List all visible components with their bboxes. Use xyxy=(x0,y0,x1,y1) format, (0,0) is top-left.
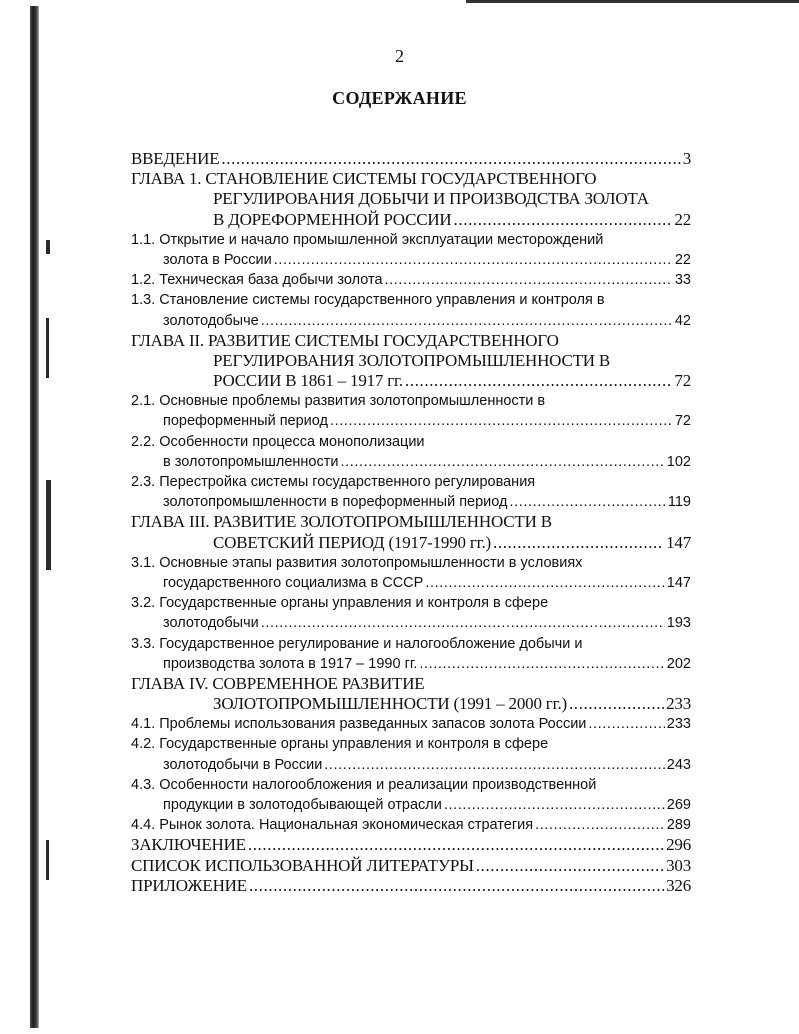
toc-entry-intro[interactable] xyxy=(131,149,691,169)
toc-section-2-1[interactable] xyxy=(131,391,691,431)
toc-page-number: 102 xyxy=(666,453,691,470)
toc-section-3-1[interactable] xyxy=(131,553,691,593)
toc-entry-label: 4.4. Рынок золота. Национальная экономическая стратегия xyxy=(131,817,534,834)
toc-chapter-2[interactable] xyxy=(131,331,691,392)
toc-entry-label: золота в России xyxy=(163,251,272,268)
toc-section-4-2[interactable] xyxy=(131,734,691,774)
page-number: 2 xyxy=(395,46,404,66)
toc-page-number: 119 xyxy=(667,494,691,511)
toc-page-number: 269 xyxy=(666,797,691,813)
toc-page-number: 243 xyxy=(666,756,691,773)
toc-entry-label: ЗАКЛЮЧЕНИЕ xyxy=(131,835,246,855)
toc-page-number: 303 xyxy=(666,855,691,875)
toc-entry-label: ПРИЛОЖЕНИЕ xyxy=(131,875,247,895)
scan-speck xyxy=(46,480,51,570)
toc-page-number: 233 xyxy=(666,716,691,733)
toc-entry-label: 2.1. Основные проблемы развития золотопромышленности в xyxy=(131,393,546,410)
scan-speck xyxy=(46,318,49,378)
toc-entry-label: РОССИИ В 1861 – 1917 гг. xyxy=(213,371,403,391)
toc-chapter-4[interactable] xyxy=(131,674,691,714)
toc-entry-label: ГЛАВА IV. СОВРЕМЕННОЕ РАЗВИТИЕ xyxy=(131,673,425,693)
toc-section-1-1[interactable] xyxy=(131,230,691,270)
dot-leader xyxy=(476,856,664,876)
toc-entry-label: СПИСОК ИСПОЛЬЗОВАННОЙ ЛИТЕРАТУРЫ xyxy=(131,855,474,875)
toc-page-number: 42 xyxy=(674,312,691,329)
toc-entry-label: золотодобыче xyxy=(163,312,259,329)
toc-chapter-3[interactable] xyxy=(131,512,691,552)
toc-page-number: 147 xyxy=(666,532,691,552)
toc-entry-label: 1.3. Становление системы государственного управления и контроля в xyxy=(131,292,605,309)
dot-leader xyxy=(569,694,664,714)
toc-entry-label: производства золота в 1917 – 1990 гг. xyxy=(163,655,418,672)
dot-leader xyxy=(261,613,665,633)
toc-entry-conclusion[interactable] xyxy=(131,835,691,855)
toc-section-1-2[interactable] xyxy=(131,270,691,290)
toc-section-1-3[interactable] xyxy=(131,290,691,330)
dot-leader xyxy=(444,795,665,815)
toc-entry-label: РЕГУЛИРОВАНИЯ ДОБЫЧИ И ПРОИЗВОДСТВА ЗОЛОТА xyxy=(213,189,649,209)
dot-leader xyxy=(405,371,672,391)
toc-section-4-4[interactable] xyxy=(131,815,691,835)
toc-entry-label: В ДОРЕФОРМЕННОЙ РОССИИ xyxy=(213,209,452,229)
toc-entry-label: пореформенный период xyxy=(163,413,328,430)
toc-page-number: 289 xyxy=(666,817,691,834)
dot-leader xyxy=(419,654,664,674)
dot-leader xyxy=(535,815,665,835)
toc-entry-label: ВВЕДЕНИЕ xyxy=(131,149,220,168)
page-title: СОДЕРЖАНИЕ xyxy=(332,88,467,108)
toc-entry-label: продукции в золотодобывающей отрасли xyxy=(163,797,442,813)
toc-page-number: 72 xyxy=(674,413,691,430)
toc-section-2-3[interactable] xyxy=(131,472,691,512)
toc-page-number: 202 xyxy=(666,655,691,672)
toc-page-number: 3 xyxy=(682,149,691,168)
toc-section-4-3[interactable] xyxy=(131,775,691,815)
toc-entry-appendix[interactable] xyxy=(131,876,691,896)
scan-speck xyxy=(46,240,50,254)
toc-section-3-3[interactable] xyxy=(131,634,691,674)
toc-entry-label: 4.1. Проблемы использования разведанных запасов золота России xyxy=(131,716,587,733)
dot-leader xyxy=(261,311,673,331)
dot-leader xyxy=(330,411,673,431)
toc-section-4-1[interactable] xyxy=(131,714,691,734)
toc-page-number: 147 xyxy=(666,574,691,591)
dot-leader xyxy=(248,835,664,855)
toc-page-number: 22 xyxy=(674,209,691,229)
toc-section-3-2[interactable] xyxy=(131,593,691,633)
dot-leader xyxy=(324,755,665,775)
dot-leader xyxy=(274,250,673,270)
toc-entry-label: 4.2. Государственные органы управления и контроля в сфере xyxy=(131,736,549,753)
table-of-contents xyxy=(131,149,691,896)
toc-entry-label: ГЛАВА III. РАЗВИТИЕ ЗОЛОТОПРОМЫШЛЕННОСТИ В xyxy=(131,512,552,532)
scan-top-rule xyxy=(466,0,799,3)
toc-entry-label: в золотопромышленности xyxy=(163,453,339,470)
dot-leader xyxy=(221,149,680,169)
toc-entry-label: 2.3. Перестройка системы государственного регулирования xyxy=(131,474,536,490)
dot-leader xyxy=(454,210,673,230)
toc-page-number: 193 xyxy=(666,615,691,632)
toc-page-number: 33 xyxy=(674,272,691,289)
toc-entry-label: 1.2. Техническая база добычи золота xyxy=(131,272,383,289)
toc-entry-label: 4.3. Особенности налогообложения и реализации производственной xyxy=(131,776,597,793)
toc-entry-label: 2.2. Особенности процесса монополизации xyxy=(131,433,425,450)
toc-entry-bibliography[interactable] xyxy=(131,856,691,876)
toc-page-number: 326 xyxy=(666,875,691,895)
toc-chapter-1[interactable] xyxy=(131,169,691,230)
toc-entry-label: золотодобычи в России xyxy=(163,756,323,773)
toc-entry-label: РЕГУЛИРОВАНИЯ ЗОЛОТОПРОМЫШЛЕННОСТИ В xyxy=(213,350,611,370)
toc-entry-label: СОВЕТСКИЙ ПЕРИОД (1917-1990 гг.) xyxy=(213,532,491,552)
dot-leader xyxy=(340,452,664,472)
dot-leader xyxy=(425,573,664,593)
dot-leader xyxy=(385,270,673,290)
toc-entry-label: 3.1. Основные этапы развития золотопромышленности в условиях xyxy=(131,554,583,571)
toc-entry-label: 3.3. Государственное регулирование и налогообложение добычи и xyxy=(131,635,583,652)
dot-leader xyxy=(493,533,664,553)
toc-entry-label: ГЛАВА 1. СТАНОВЛЕНИЕ СИСТЕМЫ ГОСУДАРСТВЕННОГО xyxy=(131,169,597,189)
scan-binding-edge xyxy=(30,6,39,1028)
toc-page-number: 72 xyxy=(674,371,691,391)
dot-leader xyxy=(249,876,664,896)
toc-entry-label: 1.1. Открытие и начало промышленной эксплуатации месторождений xyxy=(131,231,604,248)
dot-leader xyxy=(588,714,664,734)
toc-page-number: 22 xyxy=(674,251,691,268)
toc-page-number: 296 xyxy=(666,835,691,855)
toc-entry-label: золотопромышленности в пореформенный период xyxy=(163,494,508,511)
toc-entry-label: золотодобычи xyxy=(163,615,259,632)
toc-entry-label: ЗОЛОТОПРОМЫШЛЕННОСТИ (1991 – 2000 гг.) xyxy=(213,694,567,714)
scan-speck xyxy=(46,840,49,880)
toc-page-number: 233 xyxy=(666,694,691,714)
toc-section-2-2[interactable] xyxy=(131,432,691,472)
toc-entry-label: 3.2. Государственные органы управления и контроля в сфере xyxy=(131,595,549,612)
dot-leader xyxy=(510,492,666,512)
toc-entry-label: государственного социализма в СССР xyxy=(163,574,424,591)
toc-entry-label: ГЛАВА II. РАЗВИТИЕ СИСТЕМЫ ГОСУДАРСТВЕННОГО xyxy=(131,330,559,350)
